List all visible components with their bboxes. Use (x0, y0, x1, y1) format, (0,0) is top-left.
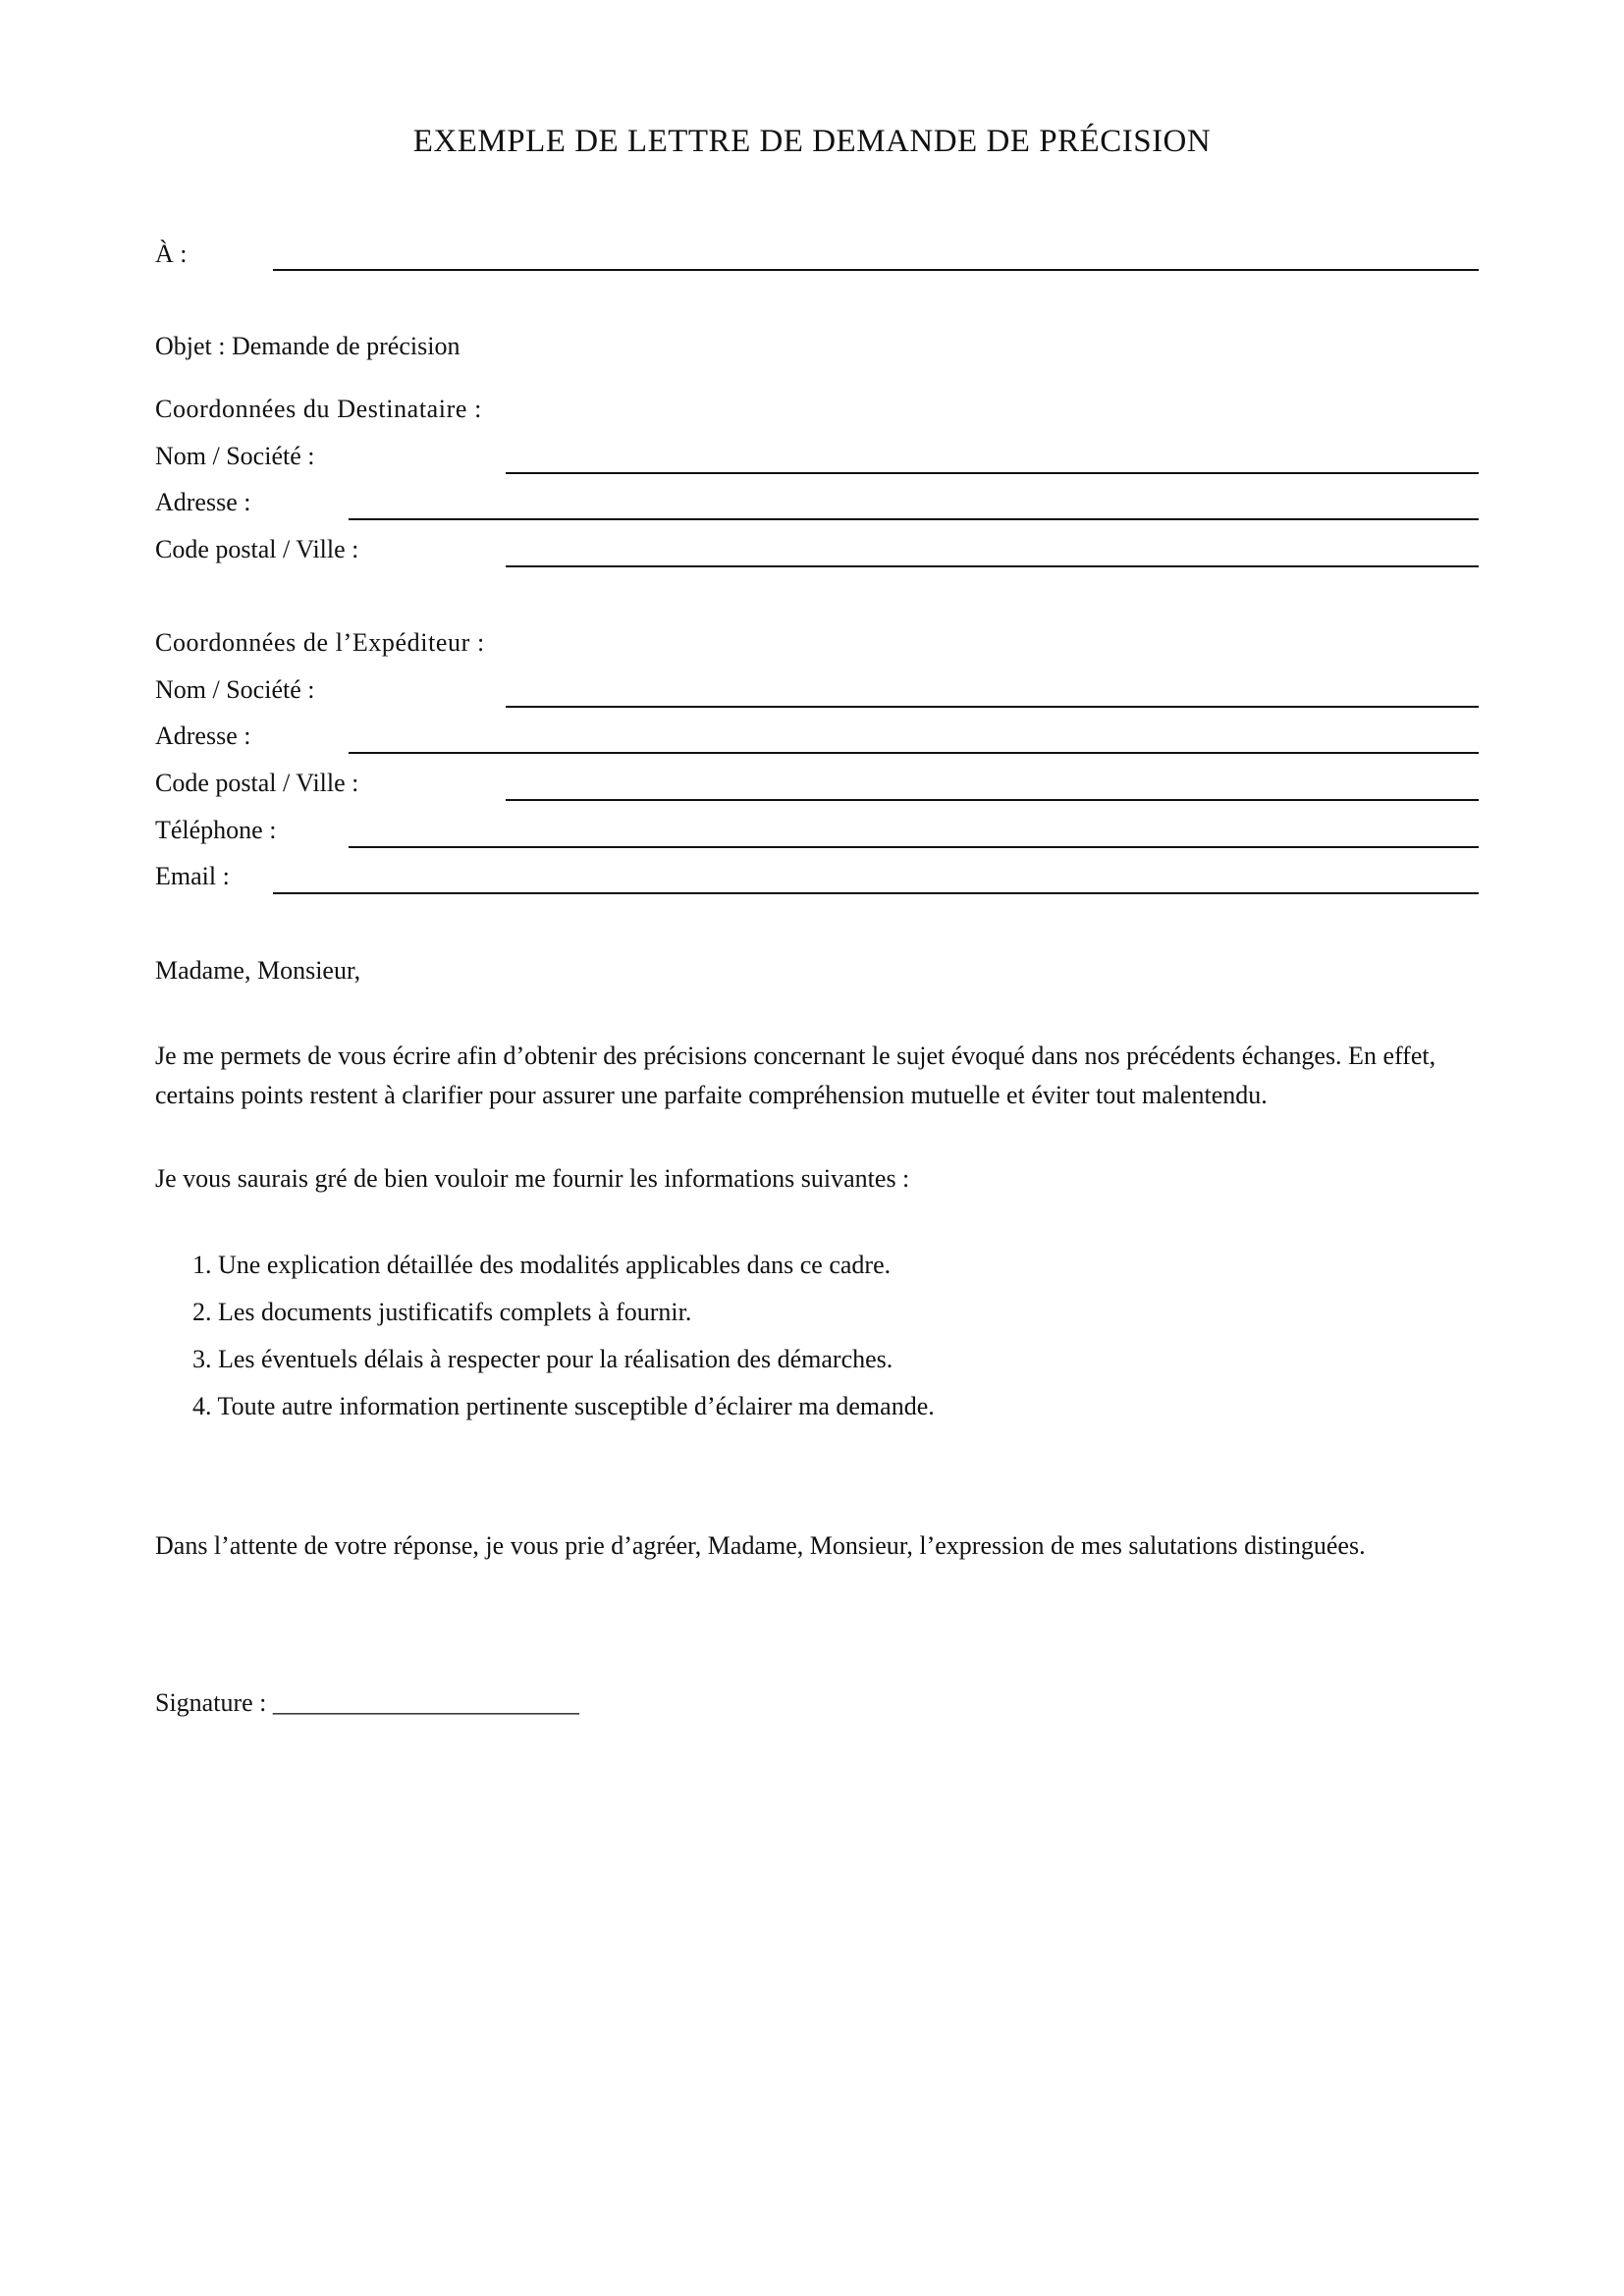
list-item: 4. Toute autre information pertinente susceptible d’éclairer ma demande. (192, 1392, 935, 1420)
to-field[interactable] (273, 269, 1479, 271)
recipient-heading: Coordonnées du Destinataire : (155, 395, 482, 423)
list-item: 1. Une explication détaillée des modalités applicables dans ce cadre. (192, 1251, 892, 1279)
recipient-name-field[interactable] (506, 472, 1479, 474)
signature-line[interactable]: Signature : ________________________ (155, 1688, 579, 1717)
recipient-address-label: Adresse : (155, 488, 251, 516)
sender-address-label: Adresse : (155, 721, 251, 750)
sender-city-field[interactable] (506, 799, 1479, 801)
sender-name-label: Nom / Société : (155, 675, 315, 704)
document-title: EXEMPLE DE LETTRE DE DEMANDE DE PRÉCISION (412, 124, 1212, 159)
list-item: 3. Les éventuels délais à respecter pour la réalisation des démarches. (192, 1345, 893, 1373)
recipient-city-field[interactable] (506, 565, 1479, 567)
to-label: À : (155, 240, 188, 268)
subject-line: Objet : Demande de précision (155, 332, 460, 360)
list-item: 2. Les documents justificatifs complets à fournir. (192, 1298, 692, 1326)
recipient-city-label: Code postal / Ville : (155, 535, 359, 563)
sender-heading: Coordonnées de l’Expéditeur : (155, 628, 485, 657)
sender-address-field[interactable] (349, 752, 1479, 754)
greeting: Madame, Monsieur, (155, 956, 361, 985)
recipient-address-field[interactable] (349, 518, 1479, 520)
sender-city-label: Code postal / Ville : (155, 769, 359, 797)
sender-phone-field[interactable] (349, 846, 1479, 848)
recipient-name-label: Nom / Société : (155, 442, 315, 470)
paragraph-intro: Je me permets de vous écrire afin d’obtenir des précisions concernant le sujet évoqué dans nos précédents échanges. En effet, certains points restent à clarifier pour assurer une parfaite compréhension mutuelle et éviter tout malentendu. (155, 1041, 1436, 1109)
closing-paragraph: Dans l’attente de votre réponse, je vous prie d’agréer, Madame, Monsieur, l’expression de mes salutations distinguées. (155, 1531, 1366, 1560)
sender-name-field[interactable] (506, 706, 1479, 708)
sender-email-field[interactable] (273, 892, 1479, 894)
paragraph-request: Je vous saurais gré de bien vouloir me fournir les informations suivantes : (155, 1164, 910, 1193)
sender-phone-label: Téléphone : (155, 816, 277, 844)
sender-email-label: Email : (155, 862, 230, 890)
